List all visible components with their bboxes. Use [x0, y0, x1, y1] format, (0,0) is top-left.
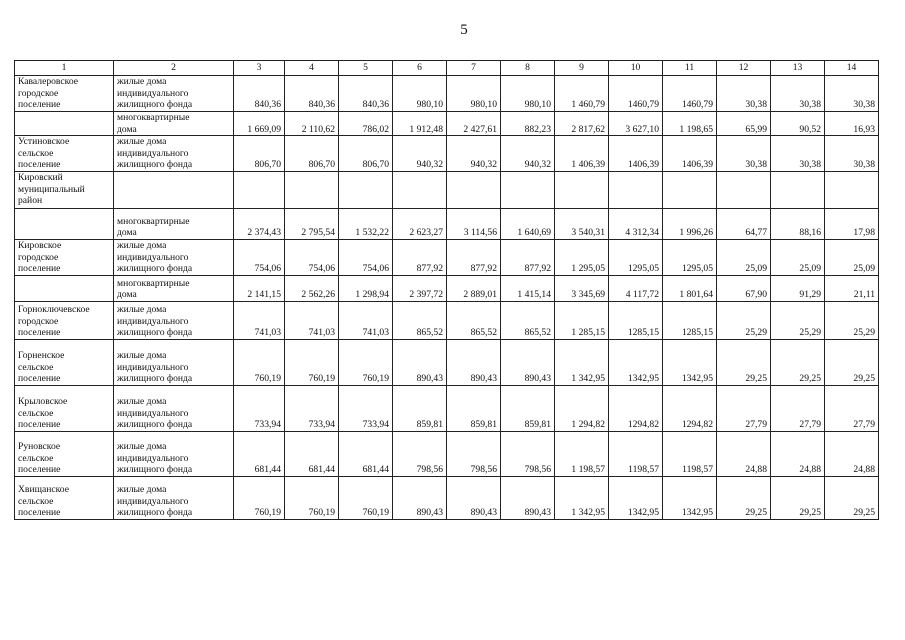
- table-row: [15, 112, 879, 136]
- value-cell-col-5: 754,06: [339, 239, 393, 275]
- value-cell-col-5: [339, 171, 393, 208]
- table-row: [15, 385, 879, 431]
- value-cell-col-7: 2 889,01: [447, 275, 501, 301]
- value-cell-col-8: 1 640,69: [501, 208, 555, 239]
- column-header-3: 3: [234, 61, 285, 76]
- value-cell-col-10: 4 117,72: [609, 275, 663, 301]
- value-cell-col-13: 25,29: [771, 301, 825, 339]
- value-cell-col-5: 760,19: [339, 476, 393, 519]
- value-cell-col-14: 30,38: [825, 76, 879, 112]
- value-cell-col-8: 890,43: [501, 476, 555, 519]
- value-cell-col-9: 1 342,95: [555, 476, 609, 519]
- settlement-name-cell: Кавалеровское городское поселение: [15, 76, 114, 112]
- value-cell-col-14: 30,38: [825, 136, 879, 172]
- column-header-6: 6: [393, 61, 447, 76]
- value-cell-col-13: 27,79: [771, 385, 825, 431]
- housing-type-cell: жилые дома индивидуального жилищного фонда: [114, 301, 234, 339]
- settlement-name-cell: [15, 112, 114, 136]
- header-row: [15, 61, 879, 76]
- value-cell-col-4: [285, 171, 339, 208]
- column-header-10: 10: [609, 61, 663, 76]
- value-cell-col-10: 1198,57: [609, 431, 663, 476]
- value-cell-col-11: 1406,39: [663, 136, 717, 172]
- value-cell-col-5: 741,03: [339, 301, 393, 339]
- value-cell-col-10: 1294,82: [609, 385, 663, 431]
- value-cell-col-10: 1460,79: [609, 76, 663, 112]
- value-cell-col-14: 25,29: [825, 301, 879, 339]
- value-cell-col-3: 2 141,15: [234, 275, 285, 301]
- column-header-1: 1: [15, 61, 114, 76]
- settlement-name-cell: Хвищанское сельское поселение: [15, 476, 114, 519]
- value-cell-col-13: 29,25: [771, 339, 825, 385]
- value-cell-col-11: 1 996,26: [663, 208, 717, 239]
- value-cell-col-10: [609, 171, 663, 208]
- value-cell-col-8: 890,43: [501, 339, 555, 385]
- value-cell-col-8: 877,92: [501, 239, 555, 275]
- value-cell-col-9: 3 345,69: [555, 275, 609, 301]
- value-cell-col-9: 1 198,57: [555, 431, 609, 476]
- value-cell-col-3: 681,44: [234, 431, 285, 476]
- value-cell-col-10: 1342,95: [609, 339, 663, 385]
- value-cell-col-8: 798,56: [501, 431, 555, 476]
- value-cell-col-12: 27,79: [717, 385, 771, 431]
- value-cell-col-13: 24,88: [771, 431, 825, 476]
- value-cell-col-14: 17,98: [825, 208, 879, 239]
- value-cell-col-9: 1 406,39: [555, 136, 609, 172]
- value-cell-col-6: 890,43: [393, 339, 447, 385]
- housing-type-cell: многоквартирные дома: [114, 275, 234, 301]
- value-cell-col-5: 806,70: [339, 136, 393, 172]
- value-cell-col-3: 754,06: [234, 239, 285, 275]
- housing-type-cell: многоквартирные дома: [114, 112, 234, 136]
- settlement-name-cell: [15, 275, 114, 301]
- column-header-12: 12: [717, 61, 771, 76]
- settlement-name-cell: Кировское городское поселение: [15, 239, 114, 275]
- value-cell-col-11: 1295,05: [663, 239, 717, 275]
- housing-type-cell: многоквартирные дома: [114, 208, 234, 239]
- settlement-name-cell: [15, 208, 114, 239]
- table-row: [15, 301, 879, 339]
- value-cell-col-6: 890,43: [393, 476, 447, 519]
- value-cell-col-6: [393, 171, 447, 208]
- value-cell-col-7: [447, 171, 501, 208]
- value-cell-col-6: 865,52: [393, 301, 447, 339]
- value-cell-col-14: 29,25: [825, 476, 879, 519]
- value-cell-col-13: 30,38: [771, 76, 825, 112]
- value-cell-col-13: 91,29: [771, 275, 825, 301]
- value-cell-col-7: 940,32: [447, 136, 501, 172]
- value-cell-col-3: 760,19: [234, 339, 285, 385]
- value-cell-col-4: 2 562,26: [285, 275, 339, 301]
- value-cell-col-4: 840,36: [285, 76, 339, 112]
- value-cell-col-7: 980,10: [447, 76, 501, 112]
- settlement-name-cell: Устиновское сельское поселение: [15, 136, 114, 172]
- value-cell-col-9: 1 342,95: [555, 339, 609, 385]
- value-cell-col-6: 2 623,27: [393, 208, 447, 239]
- value-cell-col-3: 840,36: [234, 76, 285, 112]
- value-cell-col-10: 1295,05: [609, 239, 663, 275]
- value-cell-col-3: [234, 171, 285, 208]
- housing-type-cell: жилые дома индивидуального жилищного фонда: [114, 385, 234, 431]
- value-cell-col-12: 24,88: [717, 431, 771, 476]
- column-header-2: 2: [114, 61, 234, 76]
- value-cell-col-9: 1 295,05: [555, 239, 609, 275]
- value-cell-col-8: 865,52: [501, 301, 555, 339]
- value-cell-col-3: 733,94: [234, 385, 285, 431]
- housing-type-cell: жилые дома индивидуального жилищного фонда: [114, 476, 234, 519]
- table-body: [15, 76, 879, 520]
- value-cell-col-5: 681,44: [339, 431, 393, 476]
- value-cell-col-8: 940,32: [501, 136, 555, 172]
- value-cell-col-4: 760,19: [285, 339, 339, 385]
- value-cell-col-4: 760,19: [285, 476, 339, 519]
- value-cell-col-12: 30,38: [717, 136, 771, 172]
- settlement-name-cell: Руновское сельское поселение: [15, 431, 114, 476]
- value-cell-col-11: 1 198,65: [663, 112, 717, 136]
- value-cell-col-3: 1 669,09: [234, 112, 285, 136]
- table-row: [15, 239, 879, 275]
- value-cell-col-11: 1294,82: [663, 385, 717, 431]
- value-cell-col-7: 877,92: [447, 239, 501, 275]
- value-cell-col-11: 1 801,64: [663, 275, 717, 301]
- value-cell-col-12: 67,90: [717, 275, 771, 301]
- value-cell-col-12: 65,99: [717, 112, 771, 136]
- value-cell-col-13: 25,09: [771, 239, 825, 275]
- value-cell-col-10: 1406,39: [609, 136, 663, 172]
- settlement-name-cell: Горненское сельское поселение: [15, 339, 114, 385]
- value-cell-col-12: 25,29: [717, 301, 771, 339]
- table-row: [15, 339, 879, 385]
- value-cell-col-11: 1198,57: [663, 431, 717, 476]
- value-cell-col-7: 890,43: [447, 476, 501, 519]
- value-cell-col-7: 3 114,56: [447, 208, 501, 239]
- value-cell-col-11: 1285,15: [663, 301, 717, 339]
- column-header-9: 9: [555, 61, 609, 76]
- value-cell-col-11: 1342,95: [663, 339, 717, 385]
- value-cell-col-10: 3 627,10: [609, 112, 663, 136]
- value-cell-col-14: 16,93: [825, 112, 879, 136]
- table-row: [15, 431, 879, 476]
- table-row: [15, 136, 879, 172]
- housing-type-cell: жилые дома индивидуального жилищного фонда: [114, 76, 234, 112]
- value-cell-col-14: 24,88: [825, 431, 879, 476]
- value-cell-col-6: 2 397,72: [393, 275, 447, 301]
- value-cell-col-7: 2 427,61: [447, 112, 501, 136]
- value-cell-col-5: 786,02: [339, 112, 393, 136]
- value-cell-col-5: 1 532,22: [339, 208, 393, 239]
- value-cell-col-9: 3 540,31: [555, 208, 609, 239]
- column-header-11: 11: [663, 61, 717, 76]
- value-cell-col-8: [501, 171, 555, 208]
- value-cell-col-9: 1 285,15: [555, 301, 609, 339]
- value-cell-col-4: 741,03: [285, 301, 339, 339]
- value-cell-col-14: 27,79: [825, 385, 879, 431]
- value-cell-col-4: 754,06: [285, 239, 339, 275]
- value-cell-col-12: 64,77: [717, 208, 771, 239]
- value-cell-col-7: 859,81: [447, 385, 501, 431]
- value-cell-col-5: 840,36: [339, 76, 393, 112]
- value-cell-col-6: 980,10: [393, 76, 447, 112]
- value-cell-col-7: 890,43: [447, 339, 501, 385]
- column-header-4: 4: [285, 61, 339, 76]
- value-cell-col-6: 859,81: [393, 385, 447, 431]
- value-cell-col-13: [771, 171, 825, 208]
- value-cell-col-11: [663, 171, 717, 208]
- value-cell-col-8: 1 415,14: [501, 275, 555, 301]
- value-cell-col-13: 90,52: [771, 112, 825, 136]
- value-cell-col-11: 1342,95: [663, 476, 717, 519]
- value-cell-col-7: 798,56: [447, 431, 501, 476]
- tariff-table: [14, 60, 879, 520]
- value-cell-col-8: 882,23: [501, 112, 555, 136]
- value-cell-col-3: 806,70: [234, 136, 285, 172]
- value-cell-col-13: 29,25: [771, 476, 825, 519]
- value-cell-col-10: 1342,95: [609, 476, 663, 519]
- value-cell-col-9: 1 294,82: [555, 385, 609, 431]
- value-cell-col-11: 1460,79: [663, 76, 717, 112]
- value-cell-col-13: 88,16: [771, 208, 825, 239]
- value-cell-col-3: 741,03: [234, 301, 285, 339]
- value-cell-col-4: 733,94: [285, 385, 339, 431]
- value-cell-col-5: 733,94: [339, 385, 393, 431]
- settlement-name-cell: Крыловское сельское поселение: [15, 385, 114, 431]
- value-cell-col-4: 681,44: [285, 431, 339, 476]
- value-cell-col-14: 25,09: [825, 239, 879, 275]
- table-row: [15, 171, 879, 208]
- value-cell-col-12: [717, 171, 771, 208]
- value-cell-col-9: 1 460,79: [555, 76, 609, 112]
- column-header-7: 7: [447, 61, 501, 76]
- value-cell-col-7: 865,52: [447, 301, 501, 339]
- column-header-8: 8: [501, 61, 555, 76]
- value-cell-col-14: 21,11: [825, 275, 879, 301]
- value-cell-col-9: [555, 171, 609, 208]
- housing-type-cell: [114, 171, 234, 208]
- value-cell-col-13: 30,38: [771, 136, 825, 172]
- column-header-5: 5: [339, 61, 393, 76]
- value-cell-col-12: 25,09: [717, 239, 771, 275]
- column-header-14: 14: [825, 61, 879, 76]
- table-row: [15, 275, 879, 301]
- settlement-name-cell: Кировский муниципальный район: [15, 171, 114, 208]
- value-cell-col-4: 2 795,54: [285, 208, 339, 239]
- table-row: [15, 76, 879, 112]
- value-cell-col-4: 2 110,62: [285, 112, 339, 136]
- value-cell-col-10: 4 312,34: [609, 208, 663, 239]
- value-cell-col-3: 760,19: [234, 476, 285, 519]
- value-cell-col-6: 798,56: [393, 431, 447, 476]
- housing-type-cell: жилые дома индивидуального жилищного фонда: [114, 431, 234, 476]
- table-row: [15, 208, 879, 239]
- column-header-13: 13: [771, 61, 825, 76]
- value-cell-col-10: 1285,15: [609, 301, 663, 339]
- value-cell-col-3: 2 374,43: [234, 208, 285, 239]
- value-cell-col-6: 877,92: [393, 239, 447, 275]
- table-row: [15, 476, 879, 519]
- value-cell-col-4: 806,70: [285, 136, 339, 172]
- value-cell-col-5: 760,19: [339, 339, 393, 385]
- value-cell-col-12: 29,25: [717, 476, 771, 519]
- value-cell-col-5: 1 298,94: [339, 275, 393, 301]
- housing-type-cell: жилые дома индивидуального жилищного фонда: [114, 136, 234, 172]
- housing-type-cell: жилые дома индивидуального жилищного фонда: [114, 239, 234, 275]
- housing-type-cell: жилые дома индивидуального жилищного фонда: [114, 339, 234, 385]
- value-cell-col-14: 29,25: [825, 339, 879, 385]
- value-cell-col-8: 980,10: [501, 76, 555, 112]
- value-cell-col-12: 30,38: [717, 76, 771, 112]
- value-cell-col-6: 940,32: [393, 136, 447, 172]
- value-cell-col-14: [825, 171, 879, 208]
- settlement-name-cell: Горноключевское городское поселение: [15, 301, 114, 339]
- value-cell-col-8: 859,81: [501, 385, 555, 431]
- value-cell-col-9: 2 817,62: [555, 112, 609, 136]
- page-number: 5: [460, 22, 468, 38]
- value-cell-col-6: 1 912,48: [393, 112, 447, 136]
- value-cell-col-12: 29,25: [717, 339, 771, 385]
